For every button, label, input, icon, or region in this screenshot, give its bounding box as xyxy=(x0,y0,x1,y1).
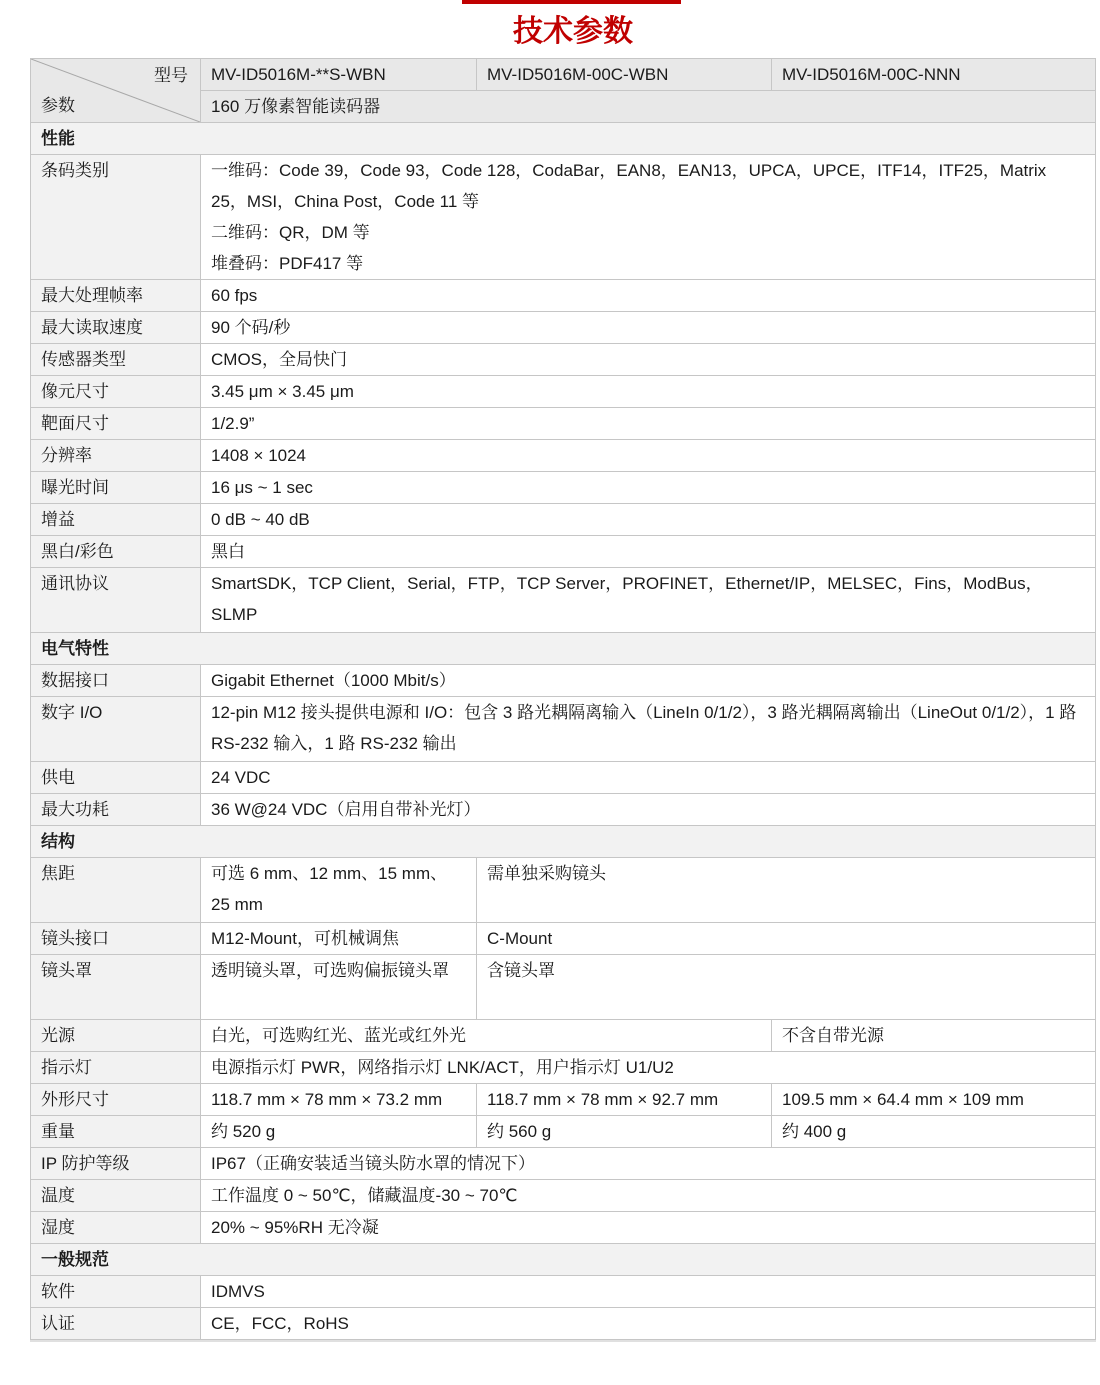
spec-label: 镜头罩 xyxy=(31,955,201,1020)
model-name-3: MV-ID5016M-00C-NNN xyxy=(772,59,1096,91)
section-row-general xyxy=(31,1244,1096,1276)
spec-value: 24 VDC xyxy=(201,762,1096,794)
spec-value: 1408 × 1024 xyxy=(201,440,1096,472)
spec-label: IP 防护等级 xyxy=(31,1148,201,1180)
spec-label: 重量 xyxy=(31,1116,201,1148)
spec-row-software xyxy=(31,1276,1096,1308)
spec-value: CE，FCC，RoHS xyxy=(201,1308,1096,1340)
barcode-line-2d: 二维码：QR，DM 等 xyxy=(211,223,370,242)
spec-row-focal-length xyxy=(31,858,1096,923)
spec-value xyxy=(201,155,1096,280)
spec-row-gain xyxy=(31,504,1096,536)
spec-value-model2: 约 560 g xyxy=(477,1116,772,1148)
spec-value: 工作温度 0 ~ 50℃，储藏温度-30 ~ 70℃ xyxy=(201,1180,1096,1212)
spec-value: Gigabit Ethernet（1000 Mbit/s） xyxy=(201,665,1096,697)
spec-label: 最大读取速度 xyxy=(31,312,201,344)
spec-row-light-source xyxy=(31,1020,1096,1052)
param-axis-label: 参数 xyxy=(41,96,75,115)
spec-label: 分辨率 xyxy=(31,440,201,472)
spec-label: 焦距 xyxy=(31,858,201,923)
spec-value: 16 μs ~ 1 sec xyxy=(201,472,1096,504)
section-row-electrical xyxy=(31,633,1096,665)
spec-value-model2-3: C-Mount xyxy=(477,923,1096,955)
spec-value: 36 W@24 VDC（启用自带补光灯） xyxy=(201,794,1096,826)
spec-row-sensor-type xyxy=(31,344,1096,376)
spec-row-pixel-size xyxy=(31,376,1096,408)
spec-label: 曝光时间 xyxy=(31,472,201,504)
spec-value-model3: 不含自带光源 xyxy=(772,1020,1096,1052)
spec-row-exposure-time xyxy=(31,472,1096,504)
section-row-structure xyxy=(31,826,1096,858)
spec-value-model1: 约 520 g xyxy=(201,1116,477,1148)
spec-value-model2: 118.7 mm × 78 mm × 92.7 mm xyxy=(477,1084,772,1116)
spec-row-temperature xyxy=(31,1180,1096,1212)
page-title: 技术参数 xyxy=(513,15,633,48)
spec-label: 镜头接口 xyxy=(31,923,201,955)
spec-value: 0 dB ~ 40 dB xyxy=(201,504,1096,536)
spec-label: 湿度 xyxy=(31,1212,201,1244)
spec-row-digital-io xyxy=(31,697,1096,762)
spec-value-model2-3: 需单独采购镜头 xyxy=(477,858,1096,923)
spec-value: 1/2.9” xyxy=(201,408,1096,440)
spec-label: 软件 xyxy=(31,1276,201,1308)
spec-label: 指示灯 xyxy=(31,1052,201,1084)
spec-row-dimensions xyxy=(31,1084,1096,1116)
spec-value: SmartSDK，TCP Client，Serial，FTP，TCP Server，PROFINET，Ethernet/IP，MELSEC，Fins，ModBus，SLMP xyxy=(201,568,1096,633)
spec-row-lens-mount xyxy=(31,923,1096,955)
spec-row-indicators xyxy=(31,1052,1096,1084)
spec-row-power-supply xyxy=(31,762,1096,794)
spec-value: CMOS，全局快门 xyxy=(201,344,1096,376)
model-name-2: MV-ID5016M-00C-WBN xyxy=(477,59,772,91)
spec-table xyxy=(30,58,1096,1340)
spec-value: 60 fps xyxy=(201,280,1096,312)
spec-label: 光源 xyxy=(31,1020,201,1052)
spec-label: 最大功耗 xyxy=(31,794,201,826)
product-type: 160 万像素智能读码器 xyxy=(201,91,1096,123)
spec-row-sensor-size xyxy=(31,408,1096,440)
spec-row-barcode-types xyxy=(31,155,1096,280)
spec-value: 电源指示灯 PWR，网络指示灯 LNK/ACT，用户指示灯 U1/U2 xyxy=(201,1052,1096,1084)
model-axis-label: 型号 xyxy=(154,66,188,85)
spec-value-model1: 透明镜头罩，可选购偏振镜头罩 xyxy=(201,955,477,1020)
spec-row-certification xyxy=(31,1308,1096,1340)
spec-value: 黑白 xyxy=(201,536,1096,568)
spec-value-model1-2: 白光，可选购红光、蓝光或红外光 xyxy=(201,1020,772,1052)
spec-label: 供电 xyxy=(31,762,201,794)
spec-value-model3: 109.5 mm × 64.4 mm × 109 mm xyxy=(772,1084,1096,1116)
spec-value: IP67（正确安装适当镜头防水罩的情况下） xyxy=(201,1148,1096,1180)
spec-label: 像元尺寸 xyxy=(31,376,201,408)
spec-row-weight xyxy=(31,1116,1096,1148)
spec-row-data-interface xyxy=(31,665,1096,697)
spec-value-model1: 可选 6 mm、12 mm、15 mm、25 mm xyxy=(201,858,477,923)
spec-value-model2-3: 含镜头罩 xyxy=(477,955,1096,1020)
spec-label: 温度 xyxy=(31,1180,201,1212)
spec-label: 数据接口 xyxy=(31,665,201,697)
spec-row-max-power xyxy=(31,794,1096,826)
section-title: 一般规范 xyxy=(31,1244,1096,1276)
barcode-line-stacked: 堆叠码：PDF417 等 xyxy=(211,254,364,273)
spec-row-lens-cover xyxy=(31,955,1096,1020)
spec-label: 通讯协议 xyxy=(31,568,201,633)
spec-value: 3.45 μm × 3.45 μm xyxy=(201,376,1096,408)
spec-row-resolution xyxy=(31,440,1096,472)
spec-value: 12-pin M12 接头提供电源和 I/O：包含 3 路光耦隔离输入（LineIn 0/1/2），3 路光耦隔离输出（LineOut 0/1/2），1 路 RS-232 输入，1 路 RS-232 输出 xyxy=(201,697,1096,762)
spec-label: 增益 xyxy=(31,504,201,536)
section-title: 结构 xyxy=(31,826,1096,858)
spec-value-model3: 约 400 g xyxy=(772,1116,1096,1148)
spec-label: 数字 I/O xyxy=(31,697,201,762)
spec-row-humidity xyxy=(31,1212,1096,1244)
spec-value: IDMVS xyxy=(201,1276,1096,1308)
spec-label: 最大处理帧率 xyxy=(31,280,201,312)
spec-value-model1: 118.7 mm × 78 mm × 73.2 mm xyxy=(201,1084,477,1116)
title-divider-rule xyxy=(462,0,681,4)
spec-label: 条码类别 xyxy=(31,155,201,280)
model-name-1: MV-ID5016M-**S-WBN xyxy=(201,59,477,91)
barcode-line-1d: 一维码：Code 39，Code 93，Code 128，CodaBar，EAN8，EAN13，UPCA，UPCE，ITF14，ITF25，Matrix 25，MSI，China Post，Code 11 等 xyxy=(211,161,1047,211)
spec-row-max-read-speed xyxy=(31,312,1096,344)
section-row-performance xyxy=(31,123,1096,155)
spec-value: 20% ~ 95%RH 无冷凝 xyxy=(201,1212,1096,1244)
spec-row-protocols xyxy=(31,568,1096,633)
section-title: 性能 xyxy=(31,123,1096,155)
spec-label: 靶面尺寸 xyxy=(31,408,201,440)
spec-row-max-frame-rate xyxy=(31,280,1096,312)
spec-label: 传感器类型 xyxy=(31,344,201,376)
section-title: 电气特性 xyxy=(31,633,1096,665)
diagonal-header-cell xyxy=(31,59,201,123)
spec-row-mono-color xyxy=(31,536,1096,568)
spec-value-model1: M12-Mount，可机械调焦 xyxy=(201,923,477,955)
spec-label: 外形尺寸 xyxy=(31,1084,201,1116)
spec-label: 黑白/彩色 xyxy=(31,536,201,568)
spec-label: 认证 xyxy=(31,1308,201,1340)
table-header-row xyxy=(31,59,1096,91)
spec-row-ip-rating xyxy=(31,1148,1096,1180)
spec-value: 90 个码/秒 xyxy=(201,312,1096,344)
